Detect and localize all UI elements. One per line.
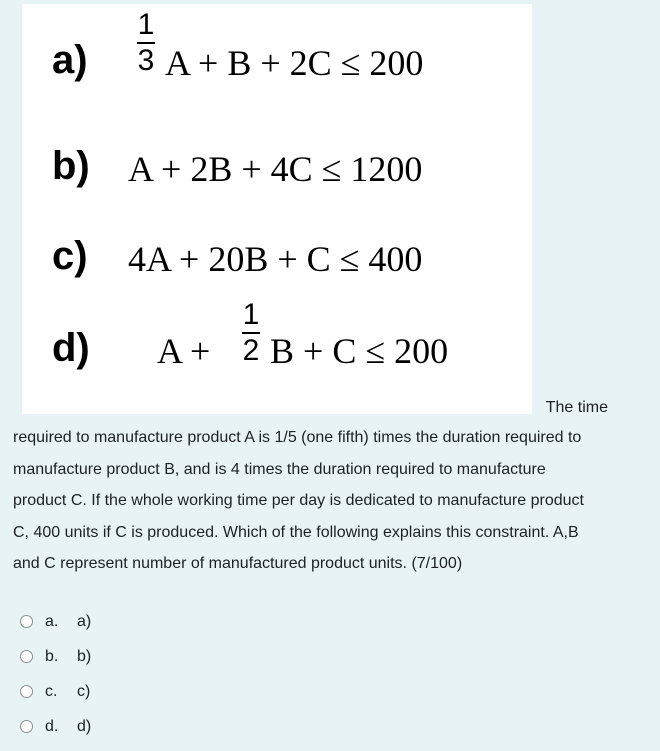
option-text: c)	[77, 682, 91, 700]
option-a[interactable]	[20, 604, 91, 639]
option-text: b)	[77, 647, 92, 665]
question-text	[13, 392, 658, 580]
radio-button[interactable]	[20, 615, 33, 628]
question-line: and C represent number of manufactured product units. (7/100)	[13, 555, 463, 572]
fraction-one-third: 1 3	[137, 8, 155, 77]
equation-expression: A + 2B + 4C ≤ 1200	[128, 149, 423, 189]
fraction-one-half: 1 2	[242, 298, 260, 367]
equation-expression: 4A + 20B + C ≤ 400	[128, 239, 423, 279]
option-text: d)	[77, 717, 92, 735]
radio-button[interactable]	[20, 720, 33, 733]
question-line: required to manufacture product A is 1/5 (one fifth) times the duration required to	[13, 429, 582, 446]
question-line: manufacture product B, and is 4 times the duration required to manufacture	[13, 460, 546, 478]
equation-expression: A + B + 2C ≤ 200	[165, 43, 424, 83]
option-letter: c.	[45, 682, 58, 700]
equation-label: c)	[52, 234, 88, 278]
equation-expression: B + C ≤ 200	[270, 331, 449, 371]
equation-c	[22, 206, 532, 296]
equation-d	[22, 294, 532, 384]
option-text: a)	[77, 612, 92, 630]
equation-a	[22, 4, 532, 94]
equation-label: d)	[52, 326, 90, 370]
option-letter: a.	[45, 612, 59, 630]
question-line: product C. If the whole working time per day is dedicated to manufacture product	[13, 492, 584, 509]
option-d[interactable]	[20, 709, 91, 744]
option-letter: b.	[45, 647, 59, 665]
equation-b	[22, 112, 532, 202]
option-b[interactable]	[20, 639, 91, 674]
question-line: C, 400 units if C is produced. Which of the following explains this constraint. A,B	[13, 523, 579, 541]
equation-prefix: A +	[157, 331, 211, 371]
equation-label: b)	[52, 144, 90, 188]
option-letter: d.	[45, 717, 59, 735]
equation-image	[22, 4, 532, 414]
radio-button[interactable]	[20, 685, 33, 698]
option-c[interactable]	[20, 674, 91, 709]
answer-options	[20, 604, 91, 744]
equation-label: a)	[52, 38, 88, 82]
radio-button[interactable]	[20, 650, 33, 663]
question-lead: The time	[545, 399, 608, 416]
